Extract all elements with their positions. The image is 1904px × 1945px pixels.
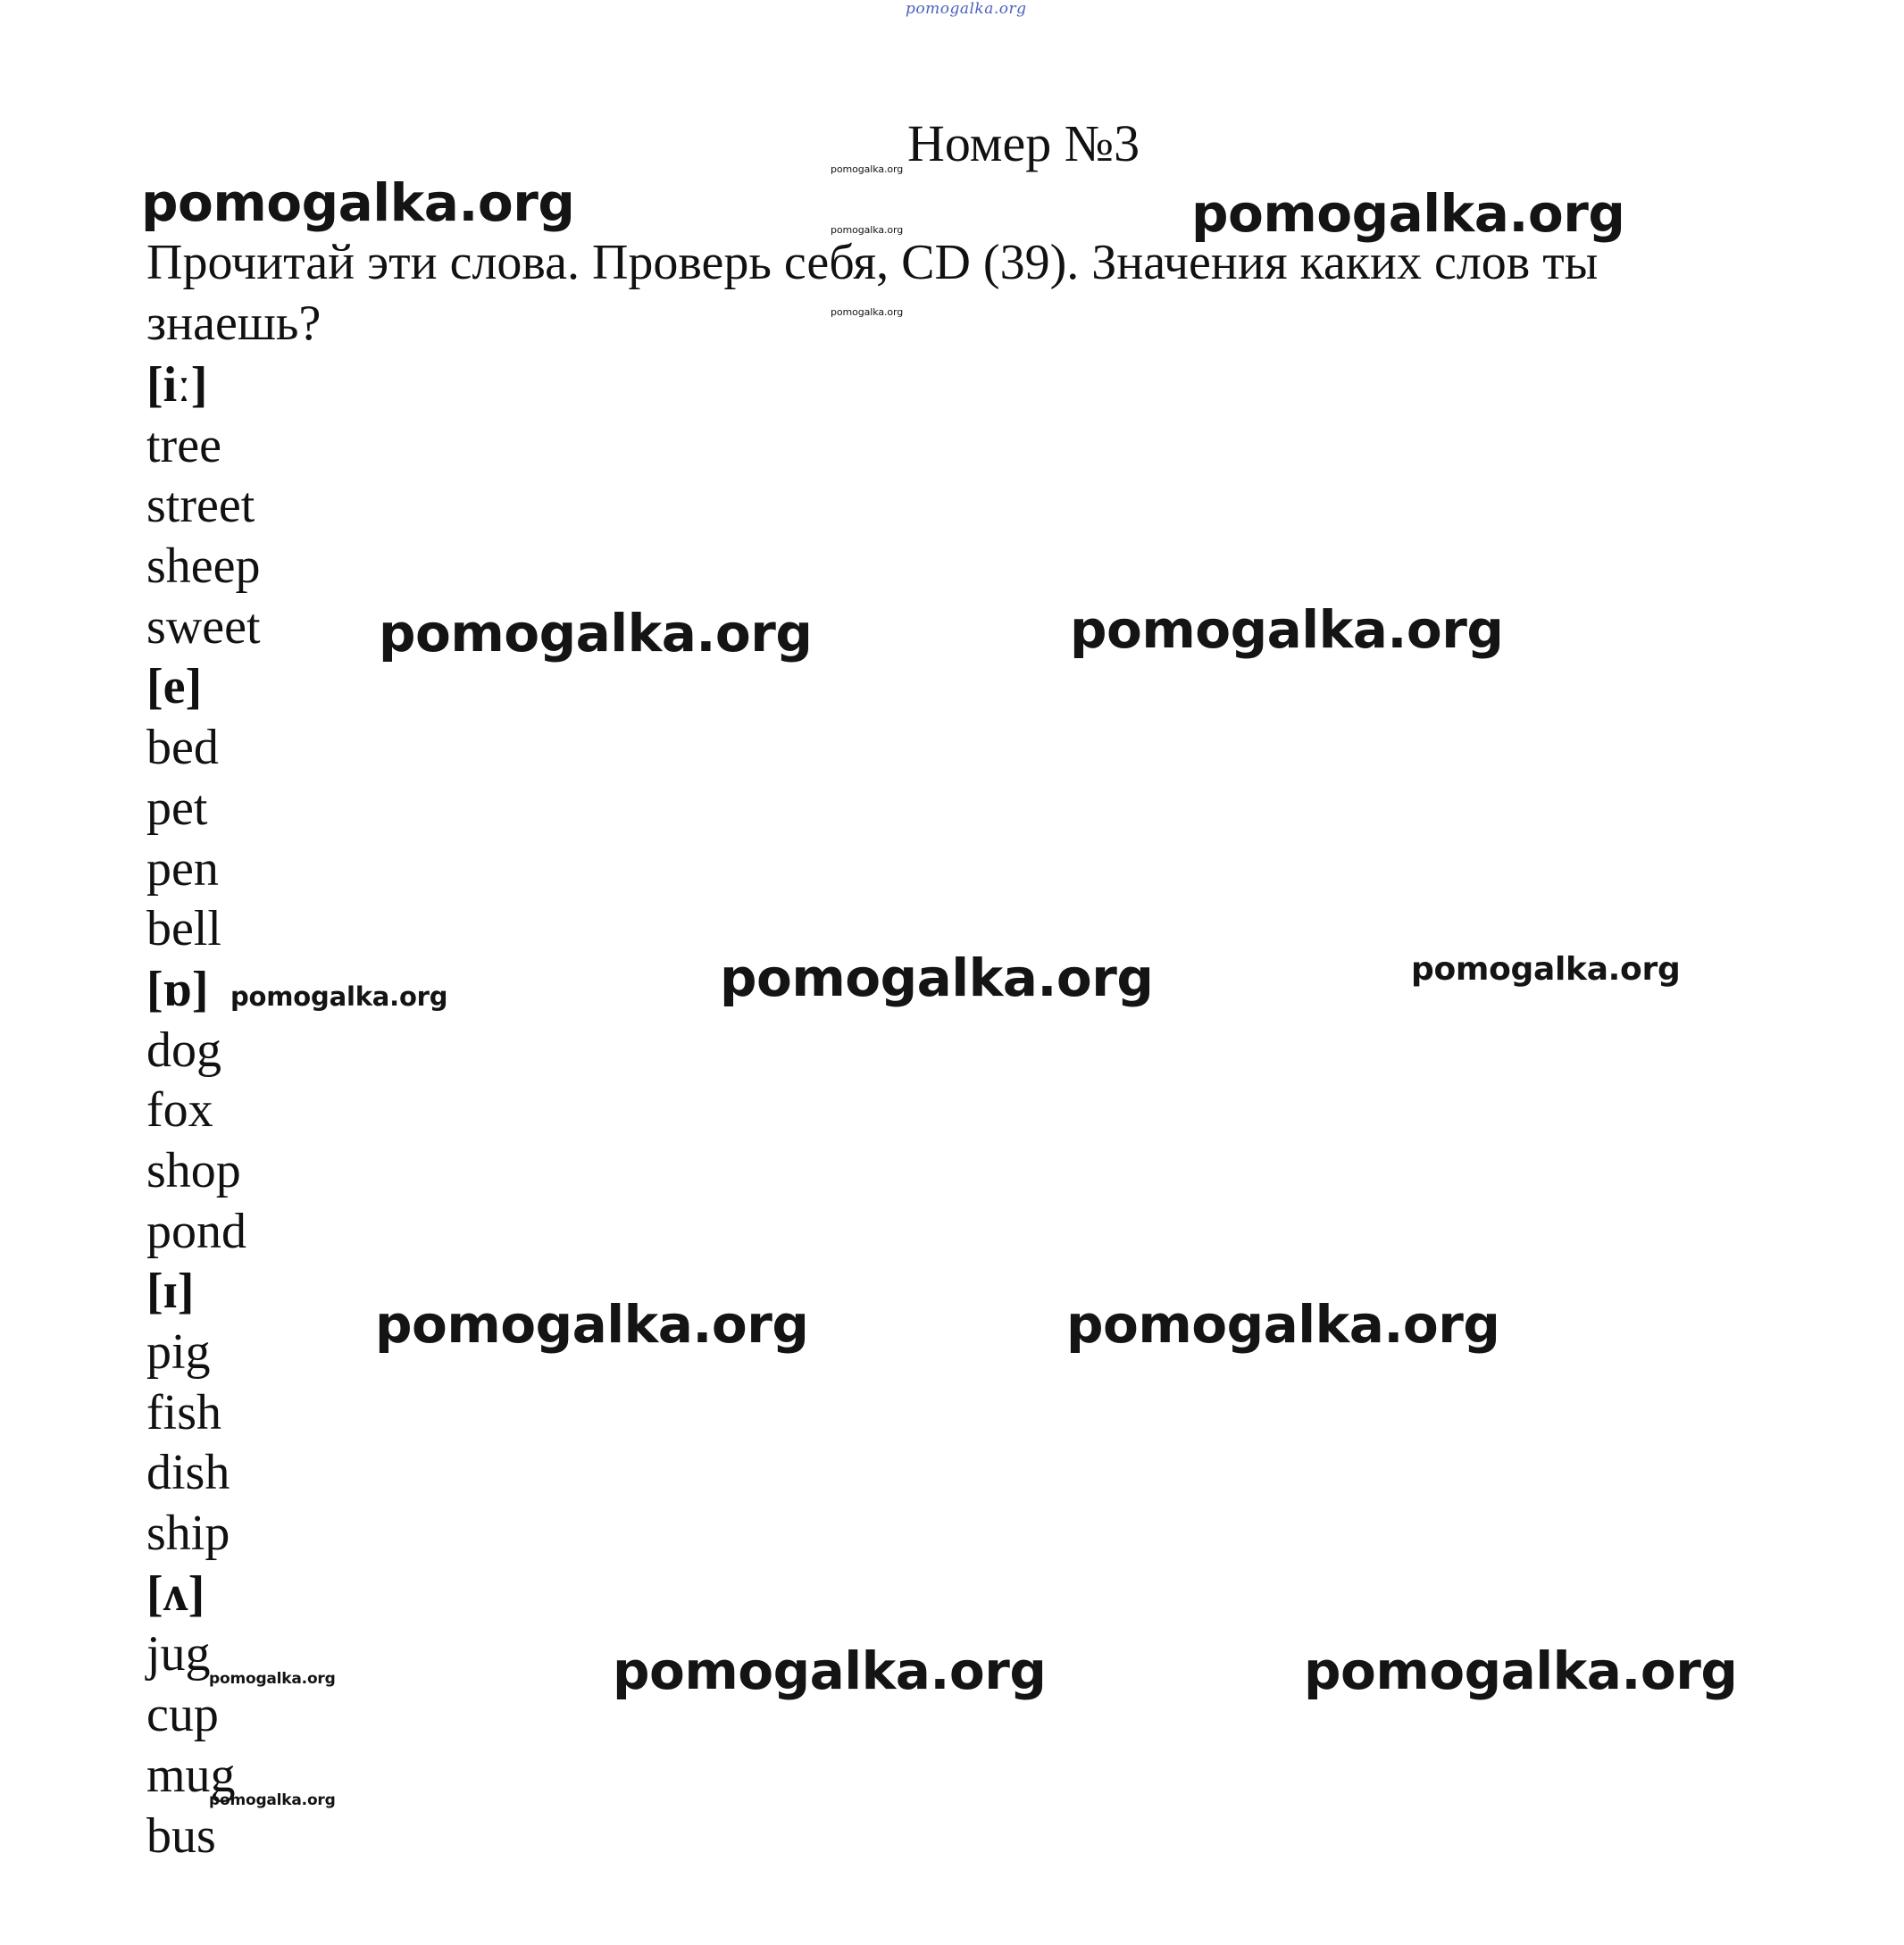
watermark: pomogalka.org <box>1191 183 1625 244</box>
word-item: pen <box>146 840 219 897</box>
word-item: fox <box>146 1082 213 1139</box>
word-item: fish <box>146 1384 221 1440</box>
task-instruction: Прочитай эти слова. Проверь себя, CD (39). Значения каких слов ты знаешь? <box>146 235 1599 351</box>
page-title: Номер №3 <box>907 114 1140 172</box>
word-item: bell <box>146 901 221 957</box>
word-item: ship <box>146 1506 230 1562</box>
word-item: pig <box>146 1324 211 1380</box>
watermark: pomogalka.org <box>209 1791 336 1809</box>
word-item: street <box>146 478 255 534</box>
watermark: pomogalka.org <box>1411 951 1681 988</box>
word-item: pond <box>146 1203 246 1259</box>
word-item: dog <box>146 1022 221 1078</box>
watermark: pomogalka.org <box>375 1294 809 1355</box>
sound-heading: [ɒ] <box>146 961 209 1017</box>
watermark: pomogalka.org <box>831 163 904 175</box>
word-list <box>146 355 261 1866</box>
watermark: pomogalka.org <box>1066 1294 1500 1355</box>
watermark: pomogalka.org <box>1070 599 1504 660</box>
word-item: sheep <box>146 538 261 595</box>
watermark: pomogalka.org <box>831 224 904 236</box>
sound-heading: [iː] <box>146 357 208 413</box>
sound-heading: [ʌ] <box>146 1565 205 1622</box>
watermark: pomogalka.org <box>209 1670 336 1688</box>
word-item: bus <box>146 1807 216 1864</box>
watermark: pomogalka.org <box>230 981 448 1012</box>
watermark: pomogalka.org <box>1304 1640 1738 1701</box>
word-item: tree <box>146 417 221 473</box>
site-link[interactable]: pomogalka.org <box>906 0 1027 18</box>
watermark: pomogalka.org <box>613 1640 1047 1701</box>
watermark: pomogalka.org <box>379 603 813 664</box>
watermark: pomogalka.org <box>141 172 575 233</box>
word-item: sweet <box>146 598 261 655</box>
word-item: cup <box>146 1687 219 1743</box>
watermark: pomogalka.org <box>831 306 904 318</box>
sound-heading: [e] <box>146 659 203 715</box>
word-item: mug <box>146 1747 236 1803</box>
word-item: shop <box>146 1142 241 1198</box>
sound-heading: [ɪ] <box>146 1264 195 1320</box>
word-item: dish <box>146 1445 230 1501</box>
word-item: jug <box>146 1626 211 1682</box>
word-item: bed <box>146 720 219 776</box>
watermark: pomogalka.org <box>720 947 1154 1008</box>
word-item: pet <box>146 780 208 836</box>
